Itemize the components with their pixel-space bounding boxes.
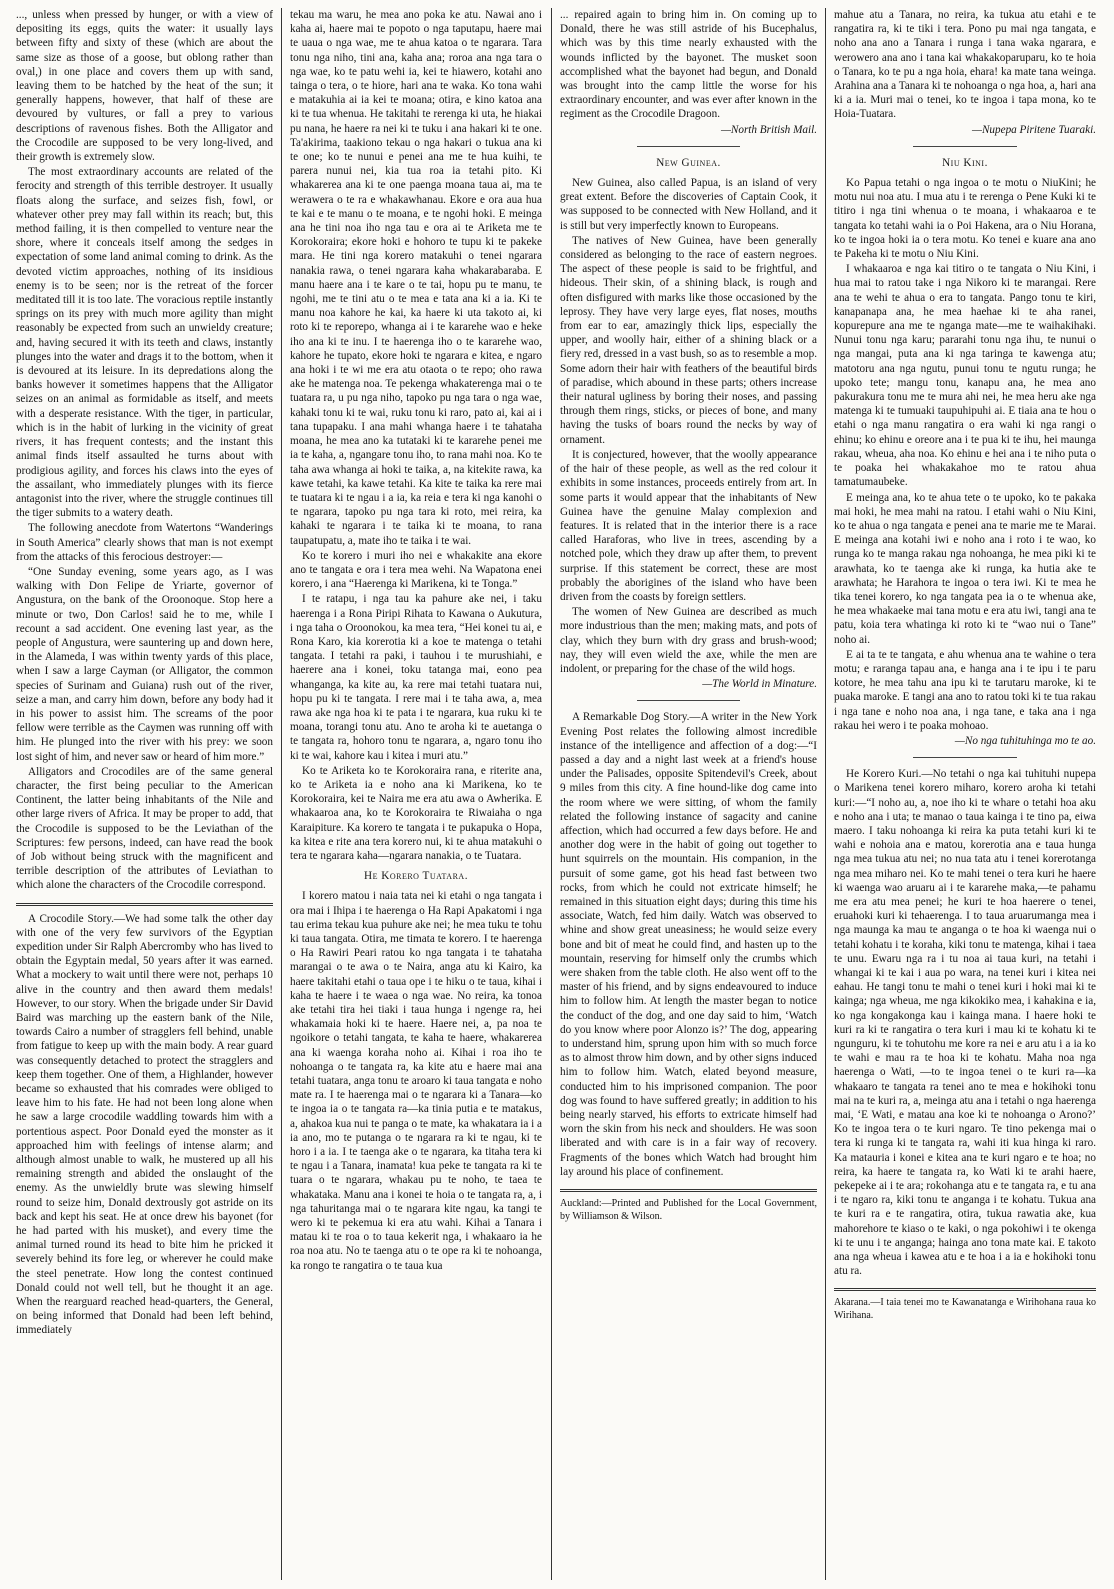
article-separator xyxy=(637,146,740,147)
article-paragraph: “One Sunday evening, some years ago, as I was walking with Don Felipe de Yriarte, governor of Angustura, on the bank of the Oroonoque. Stop here a minute or two, Don Carlos! said he to me, while I recount a sad accident. One evening last year, as the people of Angustura, were sauntering up and down here, in the Alameda, I was within twenty yards of this place, when I saw a large Cayman (or Alligator, the common species of Surinam and Guiana) rush out of the river, seize a man, and carry him down, before any body had it in his power to assist him. The screams of the poor fellow were terrible as the Caymen was running off with him. He plunged into the river with his prey: we soon lost sight of him, and never saw or heard of him more.” xyxy=(16,565,273,763)
article-paragraph: The most extraordinary accounts are related of the ferocity and strength of this terrible destroyer. It usually floats along the surface, and seizes fish, fowl, or whatever other prey may fall within its reach; but, this method failing, it is then compelled to venture near the shore, where it conceals itself among the sedges in expectation of some land animal coming to drink. As the devoted victim approaches, nothing of its insidious enemy is to be seen; nor is the retreat of the forcer meditated till it is too late. The voracious reptile instantly springs on its prey with much more agility than might reasonably be expected from such an unwieldy creature; and, having secured it with its teeth and claws, instantly plunges into the water and drags it to the bottom, when it is devoured at its leisure. In its depredations along the banks however it sometimes happens that the Alligator seizes on an animal as formidable as itself, and meets with a desperate resistance. With the tiger, in particular, which is in the habit of lurking in the vicinity of great rivers, it has frequent contests; and the instant this animal finds itself assaulted he turns about with prodigious agility, and forces his claws into the eyes of the assailant, who immediately plunges with its fierce antagonist into the river, where the struggle continues till the tiger submits to a watery death. xyxy=(16,166,273,520)
article-paragraph: I whakaaroa e nga kai titiro o te tangata o Niu Kini, i hua mai to ratou take i nga Nikoro ki te marangai. Rere ana te wehi te ahua o era to tangata. Pango tonu te kiri, kanapanapa ana, he mea haehae ki te aha ranei, kopurepure ana me te nganga mate—me te waihakihaki. Nunui tonu nga karu; pararahi tonu nga ihu, te nunui o nga mangai, puta ana ki nga taringa te kawenga atu; matotoru ana nga ngutu, punui tonu te ngutu runga; he upoko tete; mangu tonu, kanapu ana, he mea ano pakurakura tonu me te mura ahi nei, he mea heru ake nga matenga ki te tumuaki taupuhipuhi ai. E tiaia ana te hou o etahi o nga manu rangatira o era wahi ki nga rangi o ehinu; ko ehinu e oreore ana i te pua ki te ihu, hei maunga rakau, wheua, aha noa. Ko ehinu e hei ana i te niho puta o te poaka hei whakakahoe mo te ratou ahua tamatumaubeke. xyxy=(834,263,1096,489)
column-4 xyxy=(834,8,1096,1580)
article-separator xyxy=(913,146,1018,147)
column-rule xyxy=(825,8,826,1580)
article-paragraph: The natives of New Guinea, have been generally considered as belonging to the race of eastern negroes. The aspect of these people is said to be frightful, and hideous. Their skin, of a shining black, is rough and often disfigured with marks like those occasioned by the leprosy. They have very large eyes, flat noses, mouths from ear to ear, amazingly thick lips, especially the upper, and woolly hair, either of a shining black or a fiery red, dressed in a vast bush, so as to resemble a mop. Some adorn their hair with feathers of the beautiful birds of paradise, which abound in these parts; others increase their natural ugliness by boring their noses, and passing through them rings, sticks, or pieces of bone, and many having the tusks of boars round the necks by way of ornament. xyxy=(560,234,817,446)
article-paragraph: mahue atu a Tanara, no reira, ka tukua atu etahi e te rangatira ra, ki te tiki i tera. Pono pu mai nga tangata, e noho ana ano a Tanara i runga i tana waka ngarara, e werowero ana ano i tana kai whakakoparuparu, ko te hoia o Tanara, ko te pu a nga hoia, ehara! ka mate tana weinga. Arahina ana a Tanara ki te nohoanga o nga hoa, a, hari ana ki a ia. Muri mai o tenei, ko te ingoa i tapa mona, ko te Hoia-Tuatara. xyxy=(834,9,1096,121)
article-paragraph: I korero matou i naia tata nei ki etahi o nga tangata i ora mai i Ihipa i te haerenga o Ha Rapi Apakatomi i nga tau erima tekau kua puhure ake nei; he mea tuku te tohu ki taua tangata. Otira, me timata te korero. I te haerenga o Ha Rawiri Peari ratou ko nga tangata i te tahataha marangai o te awa o te Naira, anga atu ki Kairo, ka haere takitahi etahi o taua ope i te hiku o te taua, kihai i kaha te haere i te waea o nga wae. No reira, ka tonoa ake tetahi tira hei tiaki i taua hunga i ngenge ra, hei whakamaia hoki ki te haere. Haere nei, a, pa noa te ngoikore o tetahi tangata, te kaha te haere, whakarerea ana ki waenga koraha noho ai. Kihai i roa iho te nohoanga o te tangata ra, ka kite atu e haere mai ana tetahi tuatara, anga tonu te aroaro ki taua tangata e noho mate ra. I te haerenga mai o te ngarara ki a Tanara—ko te ingoa ia o te tangata ra—ka tinia putia e te matakus, a, ahakoa kua nui te panga o te mate, ka whakatara ia i a ia ano, mo te putanga o te ngarara ra ki te ngau, ki te horo i a ia. I te taenga ake o te ngarara, ka titaha tera ki te ngau i a Tanara, inamata! kua peke te tangata ra ki te tuara o te ngarara, whakau pu te noho, te taea te whakataka. Manu ana i konei te hoia o te tangata ra, a, i nga tahuritanga mai o te ngarara kite ngau, ka tangi te wero ki te pekemua ki era atu wahi. Kihai a Tanara i matau ki te roa o to taua kekerit nga, i whakaaro ia he roa noa atu. No te taenga atu o te ope ra ki te nohoanga, ka rongo te rangatira o te taua kua xyxy=(290,890,542,1272)
article-source: —Nupepa Piritene Tuaraki. xyxy=(972,123,1096,136)
article-paragraph: I te ratapu, i nga tau ka pahure ake nei, i taku haerenga i a Rona Piripi Rihata to Kawana o Aukutura, i nga taha o Oroonokou, ka mea tera, “Hei konei tu ai, e Rona Karo, kia korerotia ki a koe te matenga o tetahi tangata. I tetahi ra paki, i tauhou i te murushiahi, e haerere ana i konei, toku tatanga mai, eono pea whanganga, ka kite au, ka rere mai tetahi tuatara nui, hopu pu ki te tangata. I rere mai i te taha awa, a, mea rawa ake nga hoa ki te pata i te ngarara, kua ruku ki te moana, torangi tonu atu. Ano te aroha ki te auetanga o te tangata ra, hohoro tonu te ngarara, a, ngaro tonu iho ki te wai, kahore kau i kitea i muri atu.” xyxy=(290,593,542,762)
article-paragraph: ... repaired again to bring him in. On coming up to Donald, there he was still astride of his Bucephalus, which was by this time nearly exhausted with the wounds inflicted by the bayonet. The musket soon accomplished what the bayonet had begun, and Donald was brought into the camp little the worse for his extraordinary encounter, and was ever after known in the regiment as the Crocodile Dragoon. xyxy=(560,9,817,121)
column-2 xyxy=(290,8,542,1580)
article-paragraph: He Korero Kuri.—No tetahi o nga kai tuhituhi nupepa o Marikena tenei korero miharo, korero aroha ki tetahi kuri:—“I noho au, a, noe iho ki te whare o tetahi hoa aku e noho ana i uta; te manao o taua kainga i te tino pa, eiwa maero. I taku nohoanga ki reira ka puta tetahi kuri ki te wahi e nohoia ana e matou, korerotia ana e taua hunga nga mea tukua atu nei; no nua tata atu i tenei korerotanga nga mea miharo nei. Ko te mahi tenei o tera kuri he haere ki waenga wao aruaru ai i te kararehe maka,—te pahamu me era atu mea penei; he kuri te hoa haerere o tenei, eruahoki kuri ki tehaerenga. I to taua aruarumanga mea i nga maunga ka mau te anganga o te hoa ki waenga nui o tetahi kohatu i te koraha, kiki tonu te matenga, kihai i taea te unu. Ewaru nga ra i tu noa ai taua kuri, na tetahi i whangai ki te kai i aua po wara, na tenei kuri i kitea nei eahau. He tangi tonu te mahi o tenei kuri i hoki mai ki te kainga; nga wheua, me nga kikokiko mea, i kahakina e ia, ko nga kongakonga kau i kainga mana. I haere hoki te kuri ra ki te rangatira o tera kuri i mau ki te kohatu ki te ngunguru, ki te tohutohu me kore ra nei e aru atu i a ia ko te wahi e mau ra te hoa ki te kohatu. Maha noa nga haerenga o Wati, —to te ingoa tenei o te kuri ra—ka whakaaro te tangata ra tenei ano te mea e hokihoki tonu mai na te kuri ra, a, meinga atu ana i tetahi o nga haerenga mai, ‘E Wati, e matau ana koe ki te nohoanga o Arono?’ Ko te ingoa tera o te kuri ngaro. Te tino pekenga mai o tera ki runga ki te tangata ra, wahi iti kua hinga ki raro. Ka matauria i konei e kitea ana te kuri ngaro e te hoa; no reira, ka haere te tangata ra, ko Wati ki te arahi haere, pekepeke ai i te ara; rokohanga atu e te tangata ra, e tu ana i te ngaro ra, kiki tonu te anganga i te kohatu. Tukua ana te kuri ra e te rangatira, otira, tukua rawatia ake, kua mahorehore te kiaso o te kaki, o nga pokohiwi i te okenga ki te unu i te anganga; hainga ano tona mate kai. E takoto ana nga wheua i kawea atu e te hoa i a ia e hokihoki tonu atu ra. xyxy=(834,768,1096,1278)
article-separator xyxy=(637,700,740,701)
article-paragraph: Alligators and Crocodiles are of the same general character, the first being peculiar to the American Continent, the latter being inhabitants of the Nile and other large rivers of Africa. It may be proper to add, that the Crocodile is supposed to be the Leviathan of the Scriptures: few persons, indeed, can have read the book of Job without being struck with the magnificent and terrible description of the attributes of Leviathan to which alone the characters of the Crocodile correspond. xyxy=(16,765,273,892)
article-heading: He Korero Tuatara. xyxy=(364,870,468,883)
article-paragraph: A Crocodile Story.—We had some talk the other day with one of the very few survivors of the Egyptian expedition under Sir Ralph Abercromby who has lived to obtain the Egyptain medal, 50 years after it was earned. What a mockery to wait until there were not, perhaps 10 alive in the country and then award them medals! However, to our story. When the brigade under Sir David Baird was marching up the eastern bank of the Nile, towards Cairo a number of stragglers fell behind, unable from fatigue to keep up with the main body. A rear guard was consequently detached to protect the stragglers and keep them together. One of them, a Highlander, however became so exhausted that his comrades were obliged to leave him to his fate. He had not been long alone when he saw a large crocodile waddling towards him with a portentious aspect. Poor Donald eyed the monster as it approached him with feelings of intense alarm; and although almost unable to walk, he mustered up all his remaining strength and abided the onslaught of the enemy. As the unwieldly brute was slewing himself round to seize him, Donald dextrously got astride on its back and kept his seat. He at once drew his bayonet (for he had parted with his musket), and every time the animal turned round its head to bite him he pricked it severely behind its fore leg, or wherever he could make the steel penetrate. How long the contest continued Donald could not well tell, but he thought it an age. When the rearguard reached head-quarters, the General, on being informed that Donald had been left behind, immediately xyxy=(16,912,273,1337)
imprint-rule xyxy=(560,1189,817,1192)
article-paragraph: E meinga ana, ko te ahua tete o te upoko, ko te pakaka mai hoki, he mea mahi na ratou. I etahi wahi o Niu Kini, ko te ahua o nga tangata e penei ana te marie me te Marai. E meinga ana kotahi iwi e noho ana i roto i te wao, ko runga ko te manga rakau nga nohoanga, he mea piki ki te arawhata, ko te taenga ake ki runga, ka hutia ake te arawhata; he Harahora te ingoa o tera iwi. Ki te mea he tika tenei korero, ko nga tangata pea ia o te whenua ake, he mea whakaeke mai tana motu e era atu iwi, tangi ana te patu, koia tera whatinga ki roto ki te “wao nui o Tane” noho ai. xyxy=(834,491,1096,646)
article-paragraph: ..., unless when pressed by hunger, or with a view of depositing its eggs, quits the water: it usually lays between fifty and sixty of these (which are about the same size as those of a goose, but oblong rather than oval,) in one place and covers them up with sand, leaving them to be hatched by the heat of the sun; it generally happens, however, that half of these are devoured by vultures, or fall a prey to various descriptions of ravenous fishes. Both the Alligator and the Crocodile are supposed to be very long-lived, and their growth is extremely slow. xyxy=(16,9,273,164)
article-source: —No nga tuhituhinga mo te ao. xyxy=(954,734,1096,747)
article-paragraph: The women of New Guinea are described as much more industrious than the men; making mats, and pots of clay, which they burn with dry grass and brush-wood; nay, they will even wield the axe, while the men are indolent, or preparing for the chase of the wild hogs. xyxy=(560,606,817,675)
article-source: —The World in Minature. xyxy=(702,678,817,691)
article-paragraph: Ko te korero i muri iho nei e whakakite ana ekore ano te tangata e ora i tera mea wehi. Na Wapatona enei korero, i ana “Haerenga ki Marikena, ki te Tonga.” xyxy=(290,549,542,591)
imprint-rule xyxy=(834,1288,1096,1291)
article-paragraph: tekau ma waru, he mea ano poka ke atu. Nawai ano i kaha ai, haere mai te popoto o nga taputapu, haere mai te uaua o nga wae, me te ahua katoa o te ngarara. Tara tonu nga niho, tini ana, kaha ana; roroa ana nga tara o nga wae, ko te patu wehi ia, kei te hiawero, kotahi ano tainga o tera, o te hiore, hari ana te waka. Ko tona wahi e matakuhia ai ia kei te moana; otira, e kino katoa ana ki te tua whenua. He takitahi te rerenga ki uta, he hiakai pu nana, he haere ra nei ki te tuku i ana hakari ki te one. Ta'akirima, taakiono tekau o nga hakari o tukua ana ki te one; ko te nunui e penei ana me te hua kuihi, te parera nunui nei, kia tua roa ia tetahi pito. Ki whakarerea ana ki te one paenga moana taua ai, ma te werawera o te ra e whakawhanau. Ekore e ora aua hua te kai e te manu o te moana, e te ngohi hoki. E meinga ana he tini noa iho nga tau e ora ai te Ariketa me te Korokoraira; ekore hoki e hohoro te tupu ki te pakeke mara. He tini nga korero matakuhi o tenei ngarara nanakia rawa, o tenei ngarara kaha whakarabaraba. E manu haere ana i te kare o te tai, hopu pu te manu, te ngohi, me te tini atu o te mea e tata ana ki a ia. Ki te manu noa kahore he kai, ka haere ki uta takoto ai, ki roto ki te reporepo, whanga ai i te kararehe wao e heke iho ana ki te inu. I te haerenga iho o te kararehe wao, kahore he tupato, ekore hoki te ngarara e kitea, e ngaro ana hoki i te wi me era atu otaota o te repo; oho rawa ake he matenga noa. Te pekenga whakaterenga mai o te tuatara ra, u pu nga niho, tapoko pu nga tara o nga wae, kahaki tonu ki te wai, ruku tonu ki raro, pato ai, kai ai i tana tupapaku. I ana mahi whanga haere i te tahataha moana, he mea ano ka tutataki ki te kararehe penei me ia te kaha, a, ngangare tonu iho, to rana mahi noa. Ko te taha awa whanga ai hoki te taika, a, na kitekite rawa, ka kawe tetahi, ka kawe tetahi. Ka kite te taika ka rere mai te tuatara ki te ngau i a ia, ka reia e tera ki nga kanohi o te ngarara, tapoko pu nga tara ki roto, mei reira, ka kahaki te ngarara i te taika ki te moana, to rana taupatupatu, a, mate iho te taika i te wai. xyxy=(290,9,542,547)
article-paragraph: Ko Papua tetahi o nga ingoa o te motu o NiuKini; he motu nui noa atu. I mua atu i te rerenga o Pene Kuki ki te titiro i nga tini whenua o te moana, i whakaaroa e te tangata ko tetahi wahi ia o Poi Hakena, ara o Niu Horana, ko te ingoa hoki ia o tera motu. Ko tenei e kuare ana ano te Pakeha ki te motu o Niu Kini. xyxy=(834,177,1096,261)
article-heading: New Guinea. xyxy=(656,156,721,169)
article-paragraph: E ai ta te te tangata, e ahu whenua ana te wahine o tera motu; e raranga tapau ana, e hanga ana i te ipu i te paru kotore, he mea tahu ana ipu ki te tarutaru maroke, ki te puaka maroke. E tangi ana ano to ratou toki ki te tua rakau i nga tane e noho noa ana, i nga tane, e taka ana i nga rakau hei wero i te poaka mohoao. xyxy=(834,648,1096,732)
article-paragraph: The following anecdote from Watertons “Wanderings in South America” clearly shows that man is not exempt from the attacks of this ferocious destroyer:— xyxy=(16,522,273,563)
article-paragraph: A Remarkable Dog Story.—A writer in the New York Evening Post relates the following almost incredible instance of the intelligence and affection of a dog:—“I passed a day and a night last week at a friend's house under the Palisades, opposite Spitendevil's Creek, about 9 miles from this city. A fine hound-like dog came into the room where we were sitting, of whom the family related the following instance of sagacity and canine affection, which had occurred a few days before. He and another dog were in the habit of going out together to hunt squirrels on the mountain. His companion, in the pursuit of some game, got his head fast between two rocks, from which he could not extricate himself; he remained in this situation eight days; during this time his associate, Watch, fed him daily. Watch was observed to whine and show great uneasiness; he would seize every bone and bit of meat he could find, and hasten up to the mountain, reserving for himself only the crumbs which were shaken from the table cloth. He also went off to the master of his friend, and by signs endeavoured to induce him to follow him. At length the master began to notice the conduct of the dog, and one day said to him, ‘Watch do you know where poor Alonzo is?’ The dog, appearing to understand him, sprung upon him with so much force as to almost throw him down, and by other signs induced him to follow him. Watch, elated beyond measure, conducted him to his imprisoned companion. The poor dog was found to have suffered greatly; in addition to his being nearly starved, his efforts to extricate himself had worn the skin from his neck and shoulders. He was soon liberated and with care is in a fair way of recovery. Fragments of the bones which Watch had brought him lay around his place of confinement. xyxy=(560,711,817,1178)
column-3 xyxy=(560,8,817,1580)
article-paragraph: New Guinea, also called Papua, is an island of very great extent. Before the discoveries of Captain Cook, it was supposed to be connected with New Holland, and it is still but very imperfectly known to Europeans. xyxy=(560,177,817,232)
article-paragraph: Ko te Ariketa ko te Korokoraira rana, e riterite ana, ko te Ariketa ia e noho ana ki Marikena, ko te Korokoraira, kei te Naira me era atu awa o Awherika. E whakaaroa ana, ko te Korokoraira te Riwaiaha o nga Karaipiture. Ka korero te tangata i te pukapuka o Hopa, ka kitea e rite ana tera korero nui, ki te ahua matakuhi o tera te ngarara kaha—ngarara nanakia, o te Tuatara. xyxy=(290,764,542,862)
article-separator xyxy=(913,757,1018,758)
imprint: Auckland:—Printed and Published for the Local Government, by Williamson & Wilson. xyxy=(560,1198,817,1222)
article-heading: Niu Kini. xyxy=(942,156,988,169)
imprint: Akarana.—I taia tenei mo te Kawanatanga e Wirihohana raua ko Wirihana. xyxy=(834,1297,1096,1321)
column-rule xyxy=(281,8,282,1580)
article-separator xyxy=(16,903,273,906)
article-source: —North British Mail. xyxy=(720,123,817,136)
column-1 xyxy=(16,8,273,1580)
column-rule xyxy=(551,8,552,1580)
article-paragraph: It is conjectured, however, that the woolly appearance of the hair of these people, as well as the red colour it exhibits in some instances, proceeds entirely from art. In some parts it would appear that the inhabitants of New Guinea have the genuine Malay complexion and features. It is related that in the interior there is a race called Haraforas, who live in trees, ascending by a notched pole, which they draw up after them, to prevent surprise. If this statement be correct, these are most probably the aborigines of the island who have been driven from the coasts by foreign settlers. xyxy=(560,448,817,603)
